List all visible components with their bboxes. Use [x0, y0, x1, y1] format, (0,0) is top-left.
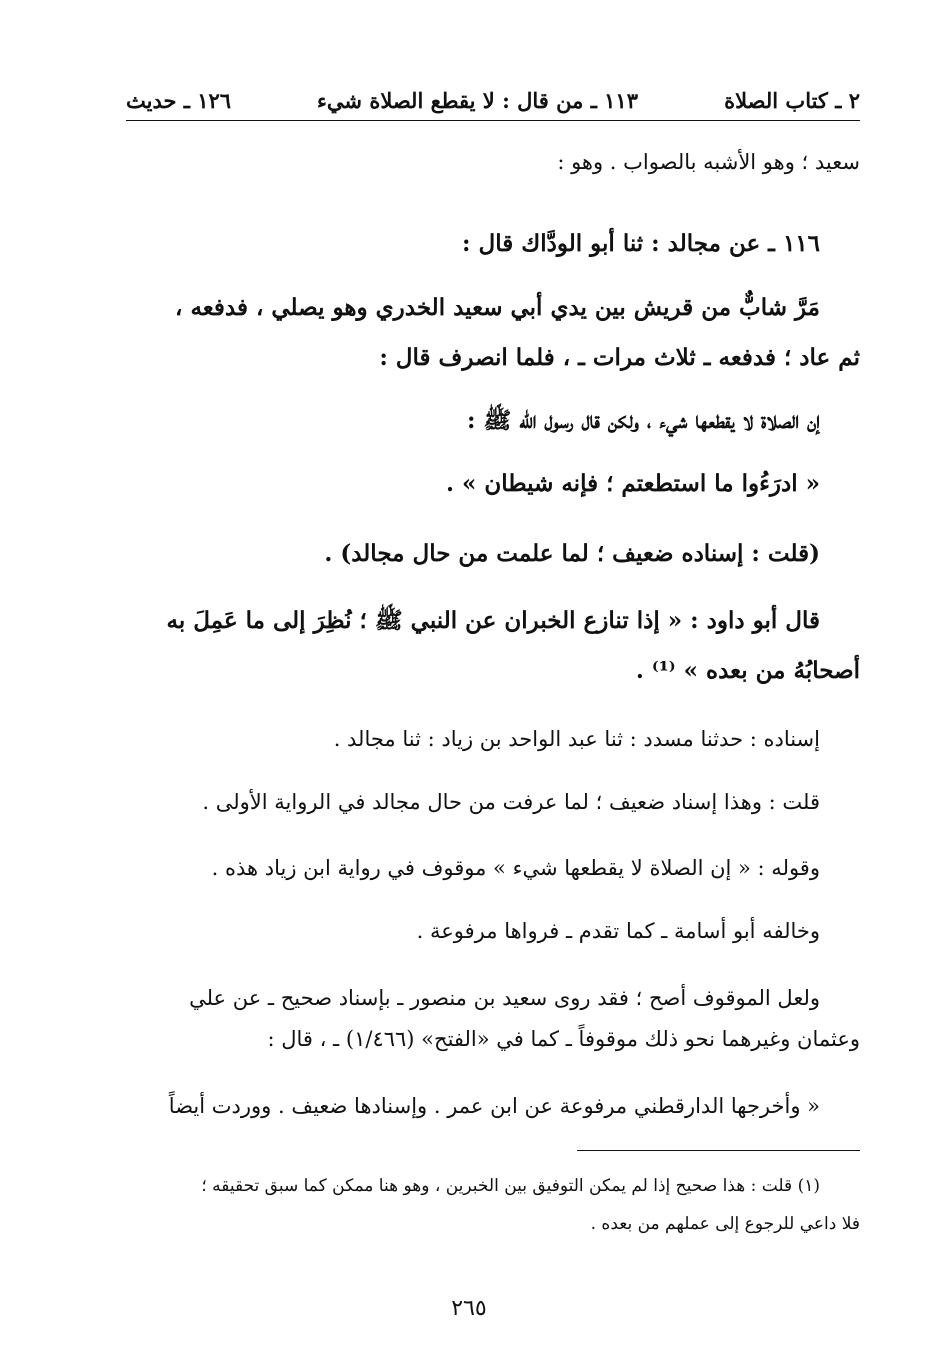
abu-dawud-quote-line: قال أبو داود : « إذا تنازع الخبران عن النبي ﷺ ؛ نُظِرَ إلى ما عَمِلَ به [166, 607, 820, 634]
header-section: ١١٣ ـ من قال : لا يقطع الصلاة شيء [317, 88, 638, 113]
body-line: سعيد ؛ وهو الأشبه بالصواب . وهو : [557, 150, 860, 174]
header-hadith-number: ١٢٦ ـ حديث [126, 88, 232, 113]
author-note: (قلت : إسناده ضعيف ؛ لما علمت من حال مجالد) . [324, 540, 820, 567]
isnad-line: إسناده : حدثنا مسدد : ثنا عبد الواحد بن زياد : ثنا مجالد . [333, 727, 820, 751]
commentary-line: وقوله : « إن الصلاة لا يقطعها شيء » موقوف في رواية ابن زياد هذه . [211, 856, 820, 880]
hadith-text-line: ثم عاد ؛ فدفعه ـ ثلاث مرات ـ ، فلما انصرف قال : [379, 344, 860, 371]
header-chapter: ٢ ـ كتاب الصلاة [724, 88, 860, 113]
footnote-line: فلا داعي للرجوع إلى عملهم من بعده . [590, 1214, 860, 1234]
running-header [126, 86, 860, 121]
abu-dawud-quote-line: أصحابُهُ من بعده » ⁽¹⁾ . [635, 657, 860, 684]
hadith-heading: ١١٦ ـ عن مجالد : ثنا أبو الودَّاك قال : [462, 230, 820, 257]
footnote-line: (١) قلت : هذا صحيح إذا لم يمكن التوفيق بين الخبرين ، وهو هنا ممكن كما سبق تحقيقه ؛ [201, 1176, 820, 1196]
footnote-divider [577, 1150, 860, 1151]
commentary-line: ولعل الموقوف أصح ؛ فقد روى سعيد بن منصور ـ بإسناد صحيح ـ عن علي [189, 986, 820, 1010]
commentary-line: « وأخرجها الدارقطني مرفوعة عن ابن عمر . وإسنادها ضعيف . ووردت أيضاً [168, 1094, 820, 1118]
commentary-line: وعثمان وغيرهما نحو ذلك موقوفاً ـ كما في «الفتح» (١/٤٦٦) ـ ، قال : [267, 1027, 860, 1051]
page-number: ٢٦٥ [451, 1296, 487, 1321]
hadith-text-line: إن الصلاة لا يقطعها شيء ، ولكن قال رسول الله ﷺ : [466, 407, 820, 434]
hadith-text-line: مَرَّ شابٌّ من قريش بين يدي أبي سعيد الخدري وهو يصلي ، فدفعه ، [175, 294, 820, 321]
commentary-line: وخالفه أبو أسامة ـ كما تقدم ـ فرواها مرفوعة . [416, 919, 820, 943]
commentary-line: قلت : وهذا إسناد ضعيف ؛ لما عرفت من حال مجالد في الرواية الأولى . [202, 790, 820, 814]
hadith-quote: « ادرَءُوا ما استطعتم ؛ فإنه شيطان » . [445, 470, 820, 497]
